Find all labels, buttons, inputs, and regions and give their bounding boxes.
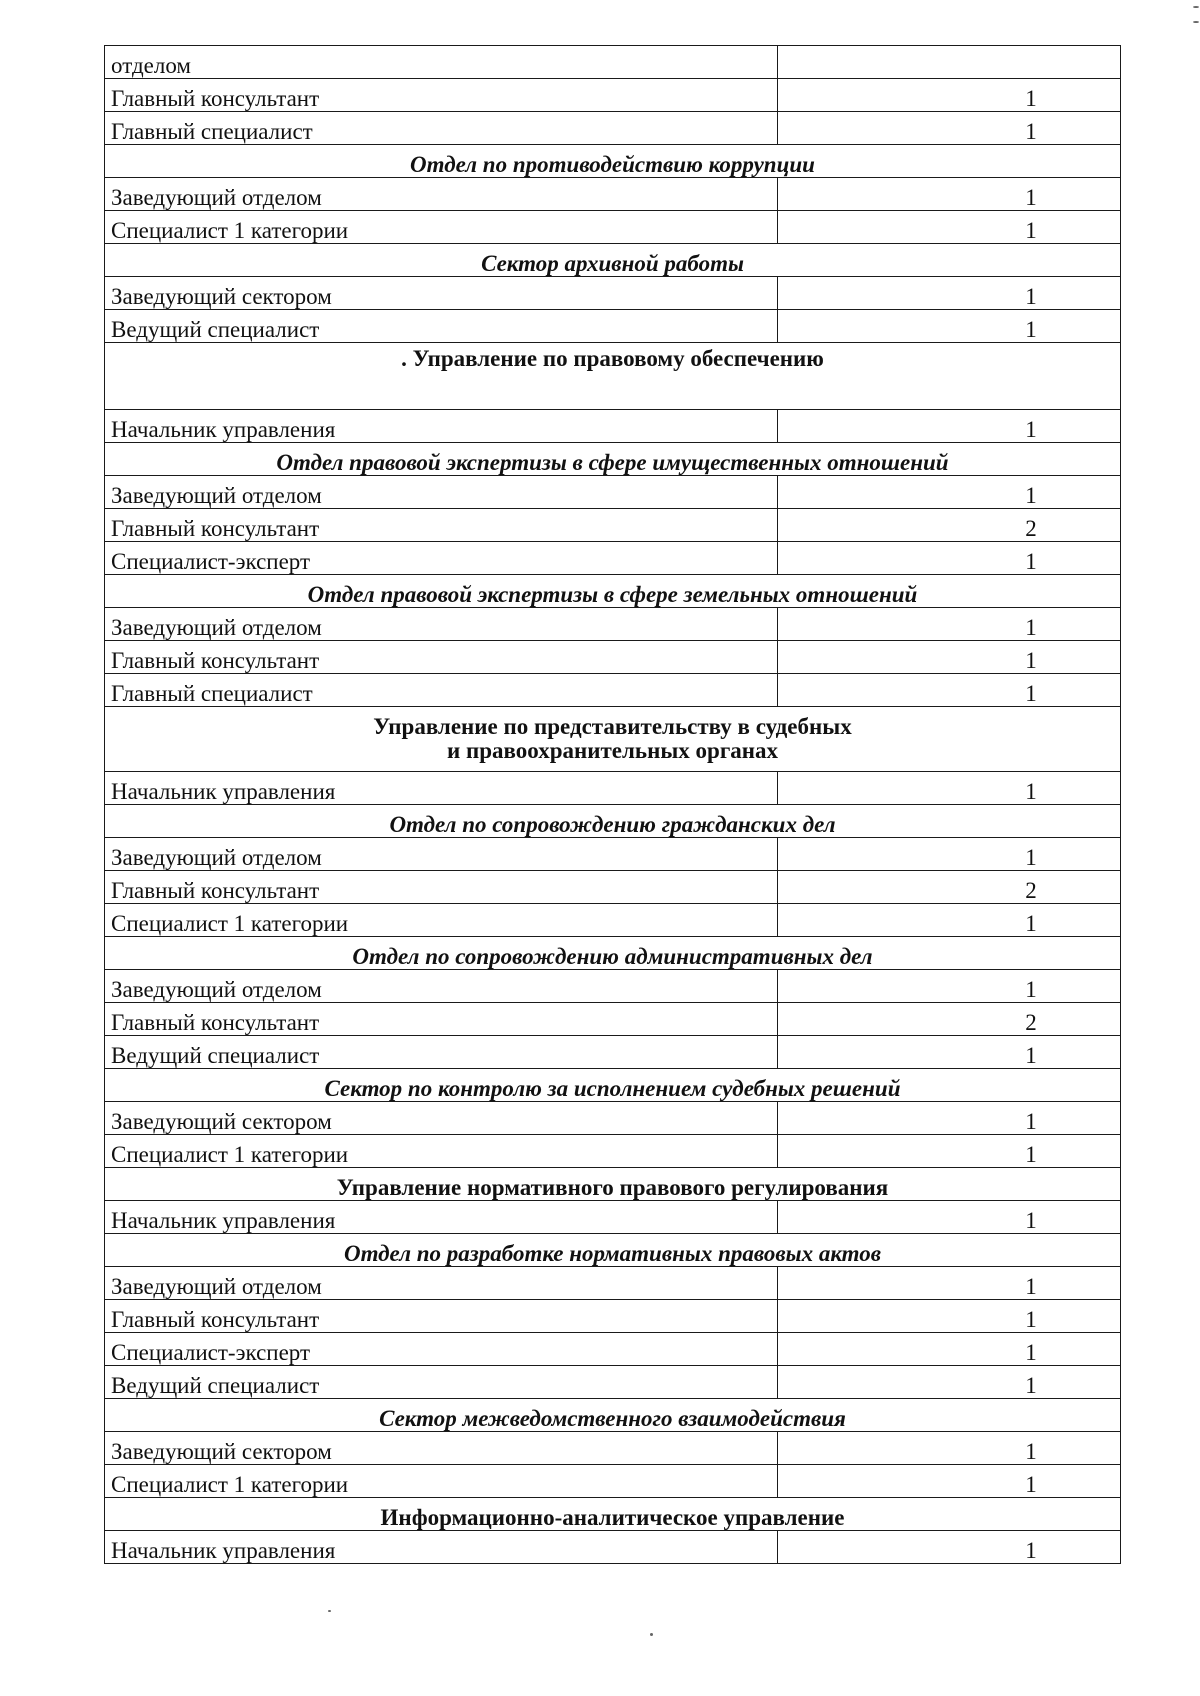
section-title <box>105 1069 1121 1102</box>
position-name: Главный специалист <box>105 112 778 145</box>
section-header-row <box>105 1168 1121 1201</box>
section-title <box>105 1498 1121 1531</box>
position-name: Главный консультант <box>105 509 778 542</box>
position-name: Начальник управления <box>105 772 778 805</box>
section-header-row <box>105 1234 1121 1267</box>
position-row <box>105 871 1121 904</box>
position-name: Заведующий отделом <box>105 608 778 641</box>
position-row <box>105 641 1121 674</box>
position-row <box>105 1135 1121 1168</box>
position-row <box>105 1465 1121 1498</box>
position-row <box>105 904 1121 937</box>
section-title-text: Сектор по контролю за исполнением судебных решений <box>324 1076 901 1101</box>
position-name: Ведущий специалист <box>105 1036 778 1069</box>
position-count: 1 <box>778 1465 1121 1498</box>
position-row <box>105 608 1121 641</box>
position-name: Заведующий сектором <box>105 277 778 310</box>
position-name: Заведующий отделом <box>105 970 778 1003</box>
position-count: 1 <box>778 1300 1121 1333</box>
position-row <box>105 1300 1121 1333</box>
position-count: 1 <box>778 1531 1121 1564</box>
position-name: Заведующий отделом <box>105 476 778 509</box>
position-row <box>105 46 1121 79</box>
section-title <box>105 443 1121 476</box>
position-name: Начальник управления <box>105 1201 778 1234</box>
position-count: 1 <box>778 211 1121 244</box>
position-count: 1 <box>778 641 1121 674</box>
position-count: 1 <box>778 310 1121 343</box>
section-title <box>105 343 1121 410</box>
scan-speck <box>1193 21 1199 23</box>
section-title <box>105 707 1121 772</box>
scan-speck <box>328 1610 331 1612</box>
position-count: 1 <box>778 608 1121 641</box>
section-title-text: Отдел по противодействию коррупции <box>410 152 815 177</box>
section-title-text-line-2: и правоохранительных органах <box>446 738 779 763</box>
position-name: Ведущий специалист <box>105 310 778 343</box>
position-row <box>105 1531 1121 1564</box>
section-title-text: Отдел по разработке нормативных правовых актов <box>343 1241 882 1266</box>
position-name: Начальник управления <box>105 1531 778 1564</box>
scan-speck <box>1193 6 1199 8</box>
section-header-row <box>105 707 1121 772</box>
section-header-row <box>105 145 1121 178</box>
position-name: Ведущий специалист <box>105 1366 778 1399</box>
position-count: 1 <box>778 476 1121 509</box>
position-row <box>105 1432 1121 1465</box>
section-title <box>105 575 1121 608</box>
position-count: 1 <box>778 904 1121 937</box>
position-name: Заведующий отделом <box>105 178 778 211</box>
position-row <box>105 277 1121 310</box>
position-count: 1 <box>778 1432 1121 1465</box>
position-name: Специалист 1 категории <box>105 1135 778 1168</box>
position-count: 1 <box>778 1201 1121 1234</box>
position-count: 1 <box>778 1366 1121 1399</box>
position-name: Специалист-эксперт <box>105 1333 778 1366</box>
position-count: 1 <box>778 178 1121 211</box>
position-count: 2 <box>778 1003 1121 1036</box>
position-count: 1 <box>778 1036 1121 1069</box>
section-title-text: Сектор архивной работы <box>481 251 744 276</box>
position-name: Специалист 1 категории <box>105 904 778 937</box>
position-row <box>105 1102 1121 1135</box>
section-title-text: Управление по представительству в судебных <box>373 714 852 739</box>
section-title <box>105 937 1121 970</box>
section-title-text: Отдел правовой экспертизы в сфере имущественных отношений <box>276 450 949 475</box>
position-name: Главный консультант <box>105 641 778 674</box>
position-name: Главный консультант <box>105 1003 778 1036</box>
section-header-row <box>105 575 1121 608</box>
position-name: Главный специалист <box>105 674 778 707</box>
position-row <box>105 772 1121 805</box>
position-name: Главный консультант <box>105 1300 778 1333</box>
position-count: 1 <box>778 410 1121 443</box>
section-title-text: Сектор межведомственного взаимодействия <box>379 1406 846 1431</box>
position-row <box>105 838 1121 871</box>
position-row <box>105 1003 1121 1036</box>
position-name: Главный консультант <box>105 871 778 904</box>
position-count: 1 <box>778 1135 1121 1168</box>
section-title <box>105 1399 1121 1432</box>
staffing-table <box>104 45 1121 1564</box>
position-row <box>105 1267 1121 1300</box>
position-name: Заведующий отделом <box>105 838 778 871</box>
position-name: Специалист 1 категории <box>105 211 778 244</box>
section-header-row <box>105 244 1121 277</box>
position-row <box>105 542 1121 575</box>
position-name: Главный консультант <box>105 79 778 112</box>
position-count: 1 <box>778 112 1121 145</box>
position-row <box>105 476 1121 509</box>
section-title-text: Управление нормативного правового регулирования <box>336 1175 889 1200</box>
position-name: отделом <box>105 46 778 79</box>
position-row <box>105 509 1121 542</box>
position-count: 2 <box>778 509 1121 542</box>
position-name: Заведующий отделом <box>105 1267 778 1300</box>
position-count: 1 <box>778 79 1121 112</box>
section-title-text: Отдел правовой экспертизы в сфере земельных отношений <box>307 582 918 607</box>
section-title-text: Информационно-аналитическое управление <box>380 1505 845 1530</box>
section-header-row <box>105 937 1121 970</box>
section-header-row <box>105 1399 1121 1432</box>
position-row <box>105 211 1121 244</box>
position-row <box>105 1036 1121 1069</box>
position-count: 1 <box>778 542 1121 575</box>
staffing-table-body <box>105 46 1121 1564</box>
section-header-row <box>105 805 1121 838</box>
section-title <box>105 1168 1121 1201</box>
position-row <box>105 674 1121 707</box>
section-title-text: Отдел по сопровождению гражданских дел <box>389 812 836 837</box>
position-count: 1 <box>778 277 1121 310</box>
position-name: Специалист 1 категории <box>105 1465 778 1498</box>
position-count: 1 <box>778 772 1121 805</box>
position-row <box>105 310 1121 343</box>
section-header-row <box>105 1069 1121 1102</box>
section-title-text: Отдел по сопровождению административных дел <box>352 944 873 969</box>
position-name: Заведующий сектором <box>105 1102 778 1135</box>
position-count: 1 <box>778 970 1121 1003</box>
section-header-row <box>105 1498 1121 1531</box>
position-count <box>778 46 1121 79</box>
position-row <box>105 1333 1121 1366</box>
position-count: 1 <box>778 838 1121 871</box>
position-row <box>105 178 1121 211</box>
position-row <box>105 410 1121 443</box>
position-row <box>105 970 1121 1003</box>
position-name: Заведующий сектором <box>105 1432 778 1465</box>
section-title <box>105 1234 1121 1267</box>
section-title <box>105 805 1121 838</box>
position-count: 1 <box>778 1333 1121 1366</box>
position-count: 1 <box>778 1102 1121 1135</box>
section-title-text: . Управление по правовому обеспечению <box>401 346 824 371</box>
position-count: 2 <box>778 871 1121 904</box>
position-count: 1 <box>778 1267 1121 1300</box>
position-count: 1 <box>778 674 1121 707</box>
position-row <box>105 112 1121 145</box>
position-name: Специалист-эксперт <box>105 542 778 575</box>
section-title <box>105 244 1121 277</box>
position-name: Начальник управления <box>105 410 778 443</box>
section-title <box>105 145 1121 178</box>
position-row <box>105 79 1121 112</box>
section-header-row <box>105 443 1121 476</box>
section-header-row <box>105 343 1121 410</box>
position-row <box>105 1366 1121 1399</box>
position-row <box>105 1201 1121 1234</box>
scan-speck <box>650 1633 653 1636</box>
